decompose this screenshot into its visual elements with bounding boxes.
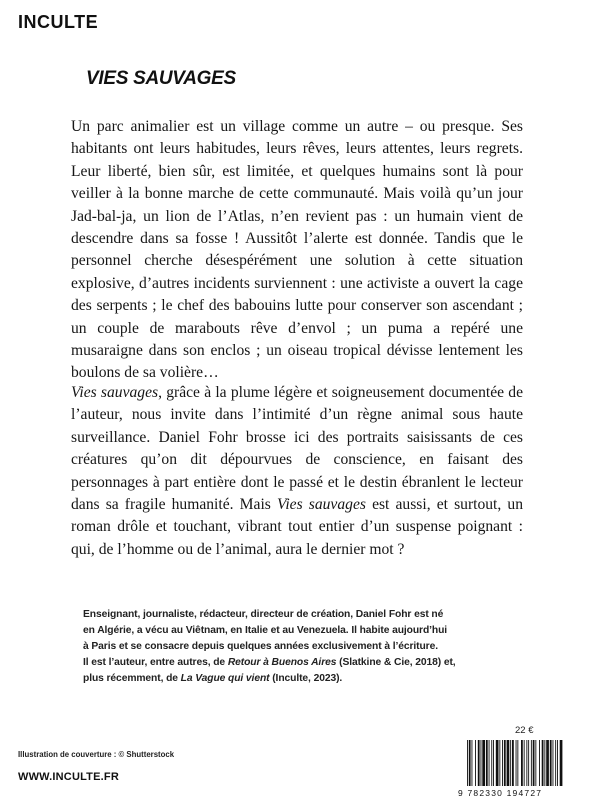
barcode-bar: [516, 740, 517, 786]
barcode-bar: [504, 740, 506, 786]
publisher-website: WWW.INCULTE.FR: [18, 771, 119, 783]
barcode-bar: [475, 740, 476, 786]
paragraph-2-text-b: est aussi, et surtout, un roman drôle et touchant, vibrant tout entier d’un suspense poignant : qui, de l’homme ou de l’animal, aura le dernier mot ?: [71, 496, 524, 558]
barcode-bar: [517, 740, 518, 786]
barcode-bar: [521, 740, 523, 786]
barcode-bar: [528, 740, 529, 786]
bio-text: plus récemment, de: [83, 673, 181, 684]
barcode-bar: [557, 740, 558, 786]
barcode-bar: [544, 740, 545, 786]
barcode-bar: [507, 740, 510, 786]
barcode-bar: [560, 740, 563, 786]
barcode-bar: [539, 740, 540, 786]
bio-text: Il est l’auteur, entre autres, de: [83, 657, 228, 668]
barcode-bar: [531, 740, 532, 786]
publisher-logo: INCULTE: [18, 12, 99, 32]
bio-line: en Algérie, a vécu au Viêtnam, en Italie et au Venezuela. Il habite aujourd’hui: [83, 625, 448, 636]
bio-line: [83, 655, 508, 671]
bio-line: [83, 671, 508, 687]
barcode-bar: [524, 740, 525, 786]
title-italic-1: Vies sauvages: [71, 384, 159, 401]
barcode-bar: [481, 740, 482, 786]
author-bio: [83, 607, 508, 687]
bio-line: Enseignant, journaliste, rédacteur, directeur de création, Daniel Fohr est né: [83, 609, 444, 620]
barcode-bar: [469, 740, 471, 786]
barcode-bar: [499, 740, 500, 786]
cover-illustration-credit: Illustration de couverture : © Shutterstock: [18, 750, 175, 759]
barcode-bar: [535, 740, 536, 786]
barcode-bar: [542, 740, 544, 786]
barcode-bar: [467, 740, 468, 786]
bio-book-title: La Vague qui vient: [180, 673, 270, 684]
bio-text: (Slatkine & Cie, 2018) et,: [336, 657, 456, 668]
barcode-bar: [546, 740, 549, 786]
barcode-bar: [493, 740, 494, 786]
barcode-number: 9 782330 194727: [458, 788, 543, 798]
barcode-bar: [550, 740, 552, 786]
book-title: VIES SAUVAGES: [86, 68, 236, 89]
paragraph-2-text-a: , grâce à la plume légère et soigneusement documentée de l’auteur, nous invite dans l’intimité d’un règne animal sous haute surveillance. Daniel Fohr brosse ici des portraits saisissants de ces créatures qu’on dit dépourvues de conscience, en faisant des personnages à part entière dont le passé et le destin ébranlent le lecteur dans sa fragile humanité. Mais: [71, 384, 523, 514]
barcode-bar: [482, 740, 485, 786]
barcode-bar: [512, 740, 514, 786]
bio-text: (Inculte, 2023).: [269, 673, 343, 684]
barcode-bar: [555, 740, 556, 786]
barcode-bar: [486, 740, 488, 786]
barcode-bar: [553, 740, 554, 786]
barcode-icon: [465, 740, 565, 786]
title-italic-2: Vies sauvages: [276, 496, 366, 514]
barcode-bar: [526, 740, 527, 786]
synopsis-paragraph-1: Un parc animalier est un village comme un autre – ou presque. Ses habitants ont leurs habitudes, leurs rêves, leurs attentes, leurs regrets. Leur liberté, bien sûr, est limitée, et quelques humains sont là pour veiller à la bonne marche de cette communauté. Mais voilà qu’un jour Jad-bal-ja, un lion de l’Atlas, n’en revient pas : un humain vient de descendre dans sa fosse ! Aussitôt l’alerte est donnée. Tandis que le personnel cherche désespérément une solution à cette situation explosive, d’autres incidents surviennent : une activiste a ouvert la cage des serpents ; le chef des babouins lutte pour conserver son ascendant ; un couple de marabouts rêve d’envol ; un puma a repéré une musaraigne dans son enclos ; un oiseau tropical dévisse lentement les boulons de sa volière…: [71, 118, 523, 382]
bio-book-title: Retour à Buenos Aires: [227, 657, 337, 668]
barcode-bar: [489, 740, 490, 786]
bio-line: à Paris et se consacre depuis quelques années exclusivement à l’écriture.: [83, 641, 438, 652]
synopsis-paragraph-2: [71, 382, 523, 561]
barcode-bar: [533, 740, 535, 786]
barcode-bar: [502, 740, 503, 786]
barcode-bar: [496, 740, 499, 786]
barcode-bar: [491, 740, 492, 786]
barcode-bar: [478, 740, 480, 786]
barcode-bar: [472, 740, 473, 786]
price-label: 22 €: [515, 725, 534, 736]
barcode-bar: [510, 740, 511, 786]
